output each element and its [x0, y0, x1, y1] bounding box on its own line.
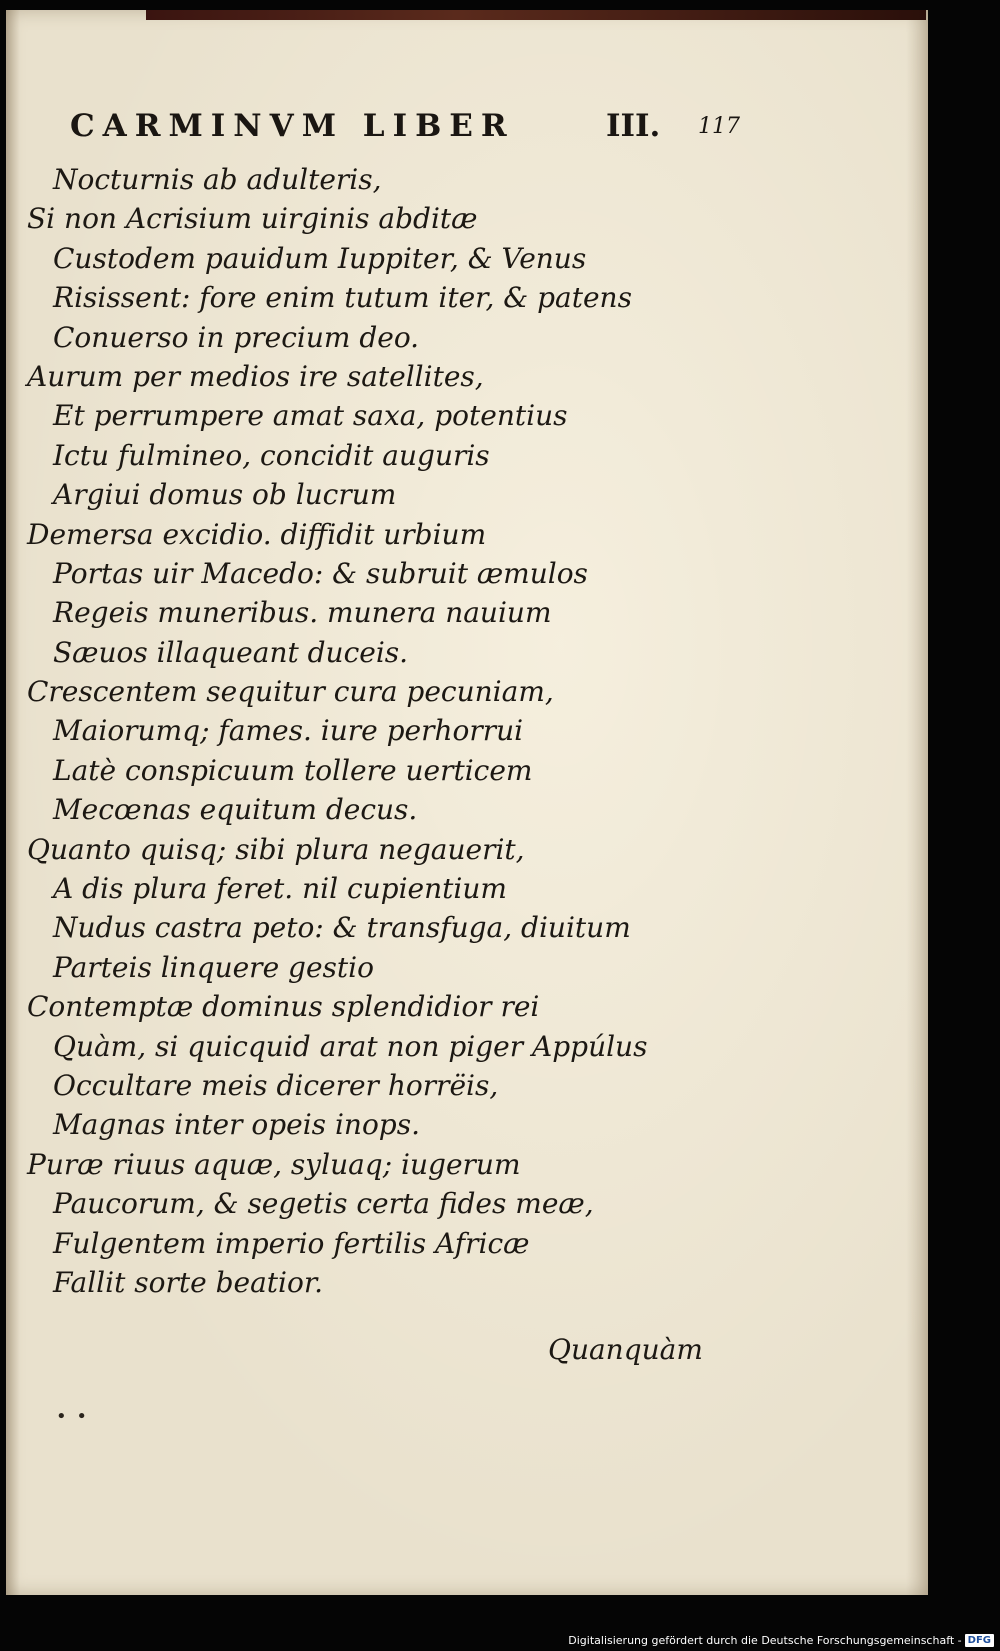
verse-line: Maiorumq; fames. iure perhorrui [53, 714, 524, 748]
book-page [6, 10, 928, 1595]
verse-line: Quanto quisq; sibi plura negauerit, [27, 832, 525, 866]
verse-line: Occultare meis dicerer horrëis, [53, 1068, 499, 1102]
page-header [6, 108, 928, 148]
verse-line: Et perrumpere amat saxa, potentius [53, 399, 568, 433]
page-top-edge [146, 10, 926, 20]
verse-line: Conuerso in precium deo. [53, 320, 420, 354]
verse-line: Parteis linquere gestio [53, 950, 374, 984]
verse-line: Si non Acrisium uirginis abditæ [27, 202, 478, 236]
verse-line: Argiui domus ob lucrum [53, 478, 397, 512]
verse-block [6, 160, 928, 1302]
verse-line: Fallit sorte beatior. [53, 1265, 324, 1299]
verse-line: Mecœnas equitum decus. [53, 793, 418, 827]
verse-line: Fulgentem imperio fertilis Africæ [53, 1226, 530, 1260]
verse-line: Crescentem sequitur cura pecuniam, [27, 675, 554, 709]
verse-line: Aurum per medios ire satellites, [27, 359, 484, 393]
verse-line: A dis plura feret. nil cupientium [53, 872, 507, 906]
verse-line: Nudus castra peto: & transfuga, diuitum [53, 911, 631, 945]
verse-line: Portas uir Macedo: & subruit æmulos [53, 556, 588, 590]
signature-mark: • • [56, 1406, 89, 1427]
verse-line: Ictu fulmineo, concidit auguris [53, 438, 490, 472]
verse-line: Sæuos illaqueant duceis. [53, 635, 409, 669]
verse-line: Paucorum, & segetis certa fides meæ, [53, 1187, 594, 1221]
catchword: Quanquàm [548, 1333, 703, 1366]
verse-line: Latè conspicuum tollere uerticem [53, 753, 533, 787]
page-number: 117 [698, 114, 740, 139]
verse-line: Demersa excidio. diffidit urbium [27, 517, 487, 551]
running-title: CARMINVM LIBER [70, 108, 515, 144]
verse-line: Custodem pauidum Iuppiter, & Venus [53, 241, 587, 275]
verse-line: Contemptæ dominus splendidior rei [27, 990, 540, 1024]
book-number: III. [606, 108, 661, 144]
verse-line: Puræ riuus aquæ, syluaq; iugerum [27, 1147, 521, 1181]
verse-line: Magnas inter opeis inops. [53, 1108, 420, 1142]
verse-line: Quàm, si quicquid arat non piger Appúlus [53, 1029, 648, 1063]
dfg-logo-icon: DFG [965, 1634, 994, 1647]
verse-line: Nocturnis ab adulteris, [53, 163, 382, 196]
verse-line: Risissent: fore enim tutum iter, & patens [53, 281, 632, 315]
verse-line: Regeis muneribus. munera nauium [53, 596, 552, 630]
digitization-footer [568, 1632, 994, 1648]
footer-credit: Digitalisierung gefördert durch die Deutsche Forschungsgemeinschaft - [568, 1633, 962, 1647]
